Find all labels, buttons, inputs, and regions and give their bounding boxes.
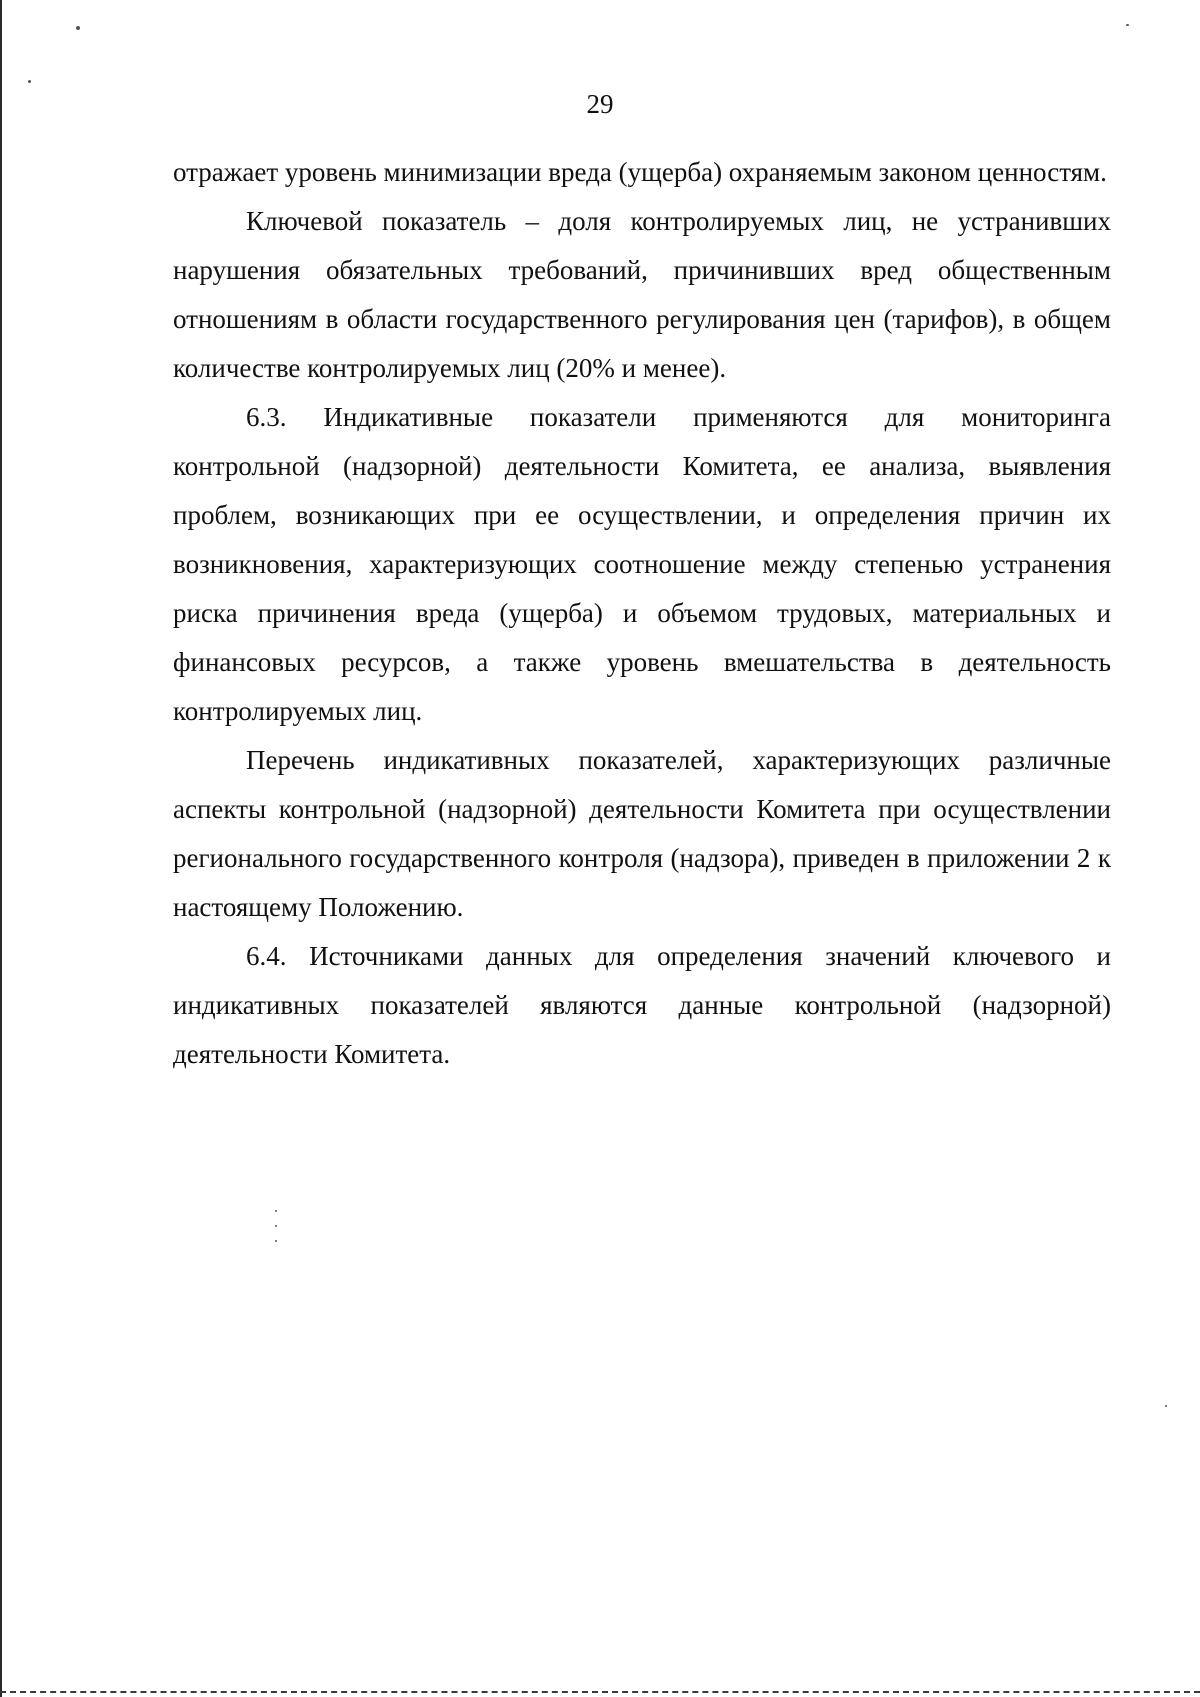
scan-speck [275,1225,277,1227]
page-number: 29 [586,89,614,119]
paragraph-6-4: 6.4. Источниками данных для определения значений ключевого и индикативных показателей являются данные контрольной (надзорной) деятельности Комитета. [173,941,1111,1069]
body-text [173,148,1111,1079]
paragraph-indicator-list: Перечень индикативных показателей, характеризующих различные аспекты контрольной (надзорной) деятельности Комитета при осуществлении регионального государственного контроля (надзора), приведен в приложении 2 к настоящему Положению. [173,745,1111,922]
scan-speck [76,26,80,30]
paragraph-key-indicator: Ключевой показатель – доля контролируемых лиц, не устранивших нарушения обязательных требований, причинивших вред общественным отношениям в области государственного регулирования цен (тарифов), в общем количестве контролируемых лиц (20% и менее). [173,206,1111,383]
paragraph-continuation: отражает уровень минимизации вреда (ущерба) охраняемым законом ценностям. [173,157,1107,187]
bottom-dashed-line [0,1691,1200,1693]
paragraph-6-3: 6.3. Индикативные показатели применяются для мониторинга контрольной (надзорной) деятельности Комитета, ее анализа, выявления проблем, возникающих при ее осуществлении, и определения причин их возникновения, характеризующих соотношение между степенью устранения риска причинения вреда (ущерба) и объемом трудовых, материальных и финансовых ресурсов, а также уровень вмешательства в деятельность контролируемых лиц. [173,402,1111,726]
scan-speck [275,1240,277,1242]
page-left-edge [0,0,2,1697]
scan-speck [1165,1405,1167,1407]
scan-speck [28,80,31,83]
scan-speck [275,1210,277,1212]
scan-speck [1126,24,1129,26]
